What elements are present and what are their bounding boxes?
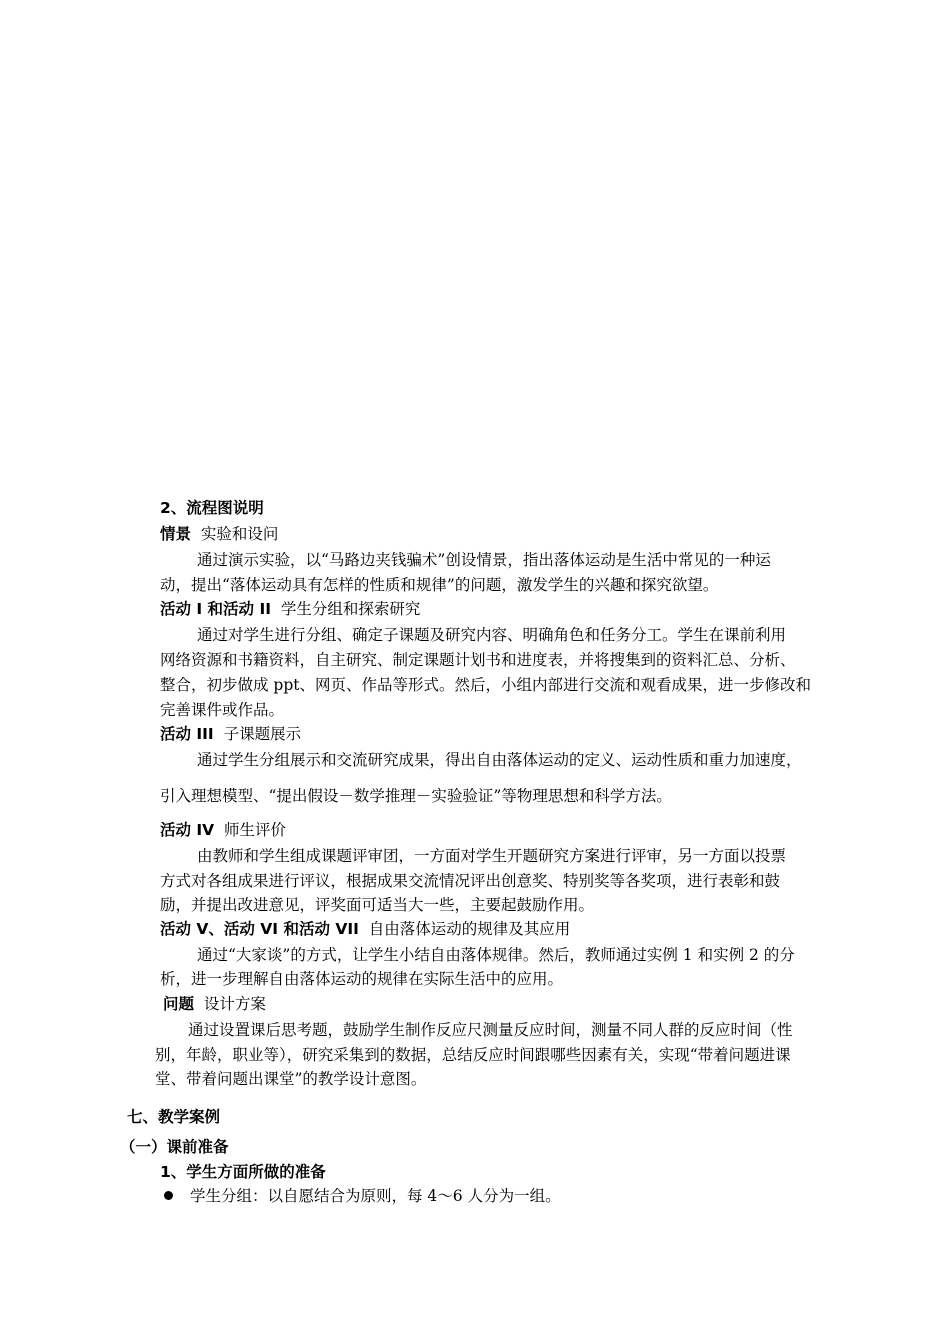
activity-heading <box>160 918 570 940</box>
problem-heading <box>163 993 266 1015</box>
activity-label: 活动 V、活动 VI 和活动 VII <box>160 920 359 938</box>
activity-label: 活动 IV <box>160 821 215 839</box>
activity-heading <box>160 819 286 841</box>
paragraph-line: 通过学生分组展示和交流研究成果，得出自由落体运动的定义、运动性质和重力加速度， <box>197 751 802 769</box>
list-item: 学生分组：以自愿结合为原则，每 4～6 人分为一组。 <box>190 1187 561 1205</box>
activity-subtitle: 学生分组和探索研究 <box>280 600 421 618</box>
paragraph-line: 通过“大家谈”的方式，让学生小结自由落体规律。然后，教师通过实例 1 和实例 2 的分 <box>197 946 795 964</box>
scene-heading <box>160 523 278 545</box>
paragraph-line: 引入理想模型、“提出假设－数学推理－实验验证”等物理思想和科学方法。 <box>160 787 672 805</box>
section-title: 七、教学案例 <box>127 1108 221 1126</box>
activity-subtitle: 子课题展示 <box>223 725 302 743</box>
activity-heading <box>160 598 420 620</box>
paragraph-line: 整合，初步做成 ppt、网页、作品等形式。然后，小组内部进行交流和观看成果，进一步修改和 <box>160 676 812 694</box>
paragraph-line: 通过设置课后思考题，鼓励学生制作反应尺测量反应时间，测量不同人群的反应时间（性 <box>188 1021 793 1039</box>
activity-label: 活动 III <box>160 725 214 743</box>
paragraph-line: 通过对学生进行分组、确定子课题及研究内容、明确角色和任务分工。学生在课前利用 <box>197 626 787 644</box>
paragraph-line: 别，年龄，职业等），研究采集到的数据，总结反应时间跟哪些因素有关，实现“带着问题进课 <box>155 1046 791 1064</box>
subsection-title: （一）课前准备 <box>120 1138 229 1156</box>
bullet-icon <box>164 1191 173 1200</box>
paragraph-line: 完善课件或作品。 <box>160 701 285 719</box>
scene-subtitle: 实验和设问 <box>200 525 279 543</box>
section-title: 2、流程图说明 <box>160 499 264 517</box>
paragraph-line: 由教师和学生组成课题评审团，一方面对学生开题研究方案进行评审，另一方面以投票 <box>197 847 787 865</box>
activity-heading <box>160 723 301 745</box>
paragraph-line: 析，进一步理解自由落体运动的规律在实际生活中的应用。 <box>160 970 564 988</box>
problem-label: 问题 <box>163 995 195 1013</box>
scene-label: 情景 <box>160 525 192 543</box>
problem-subtitle: 设计方案 <box>203 995 266 1013</box>
activity-label: 活动 I 和活动 II <box>160 600 271 618</box>
activity-subtitle: 师生评价 <box>224 821 287 839</box>
paragraph-line: 方式对各组成果进行评议，根据成果交流情况评出创意奖、特别奖等各奖项，进行表彰和鼓 <box>160 872 781 890</box>
paragraph-line: 通过演示实验，以“马路边夹钱骗术”创设情景，指出落体运动是生活中常见的一种运 <box>197 551 771 569</box>
subsection-title: 1、学生方面所做的准备 <box>160 1163 326 1181</box>
paragraph-line: 网络资源和书籍资料，自主研究、制定课题计划书和进度表，并将搜集到的资料汇总、分析、 <box>160 651 796 669</box>
paragraph-line: 堂、带着问题出课堂”的教学设计意图。 <box>155 1070 427 1088</box>
paragraph-line: 励，并提出改进意见，评奖面可适当大一些，主要起鼓励作用。 <box>160 896 595 914</box>
paragraph-line: 动，提出“落体运动具有怎样的性质和规律”的问题，激发学生的兴趣和探究欲望。 <box>160 576 719 594</box>
activity-subtitle: 自由落体运动的规律及其应用 <box>368 920 571 938</box>
